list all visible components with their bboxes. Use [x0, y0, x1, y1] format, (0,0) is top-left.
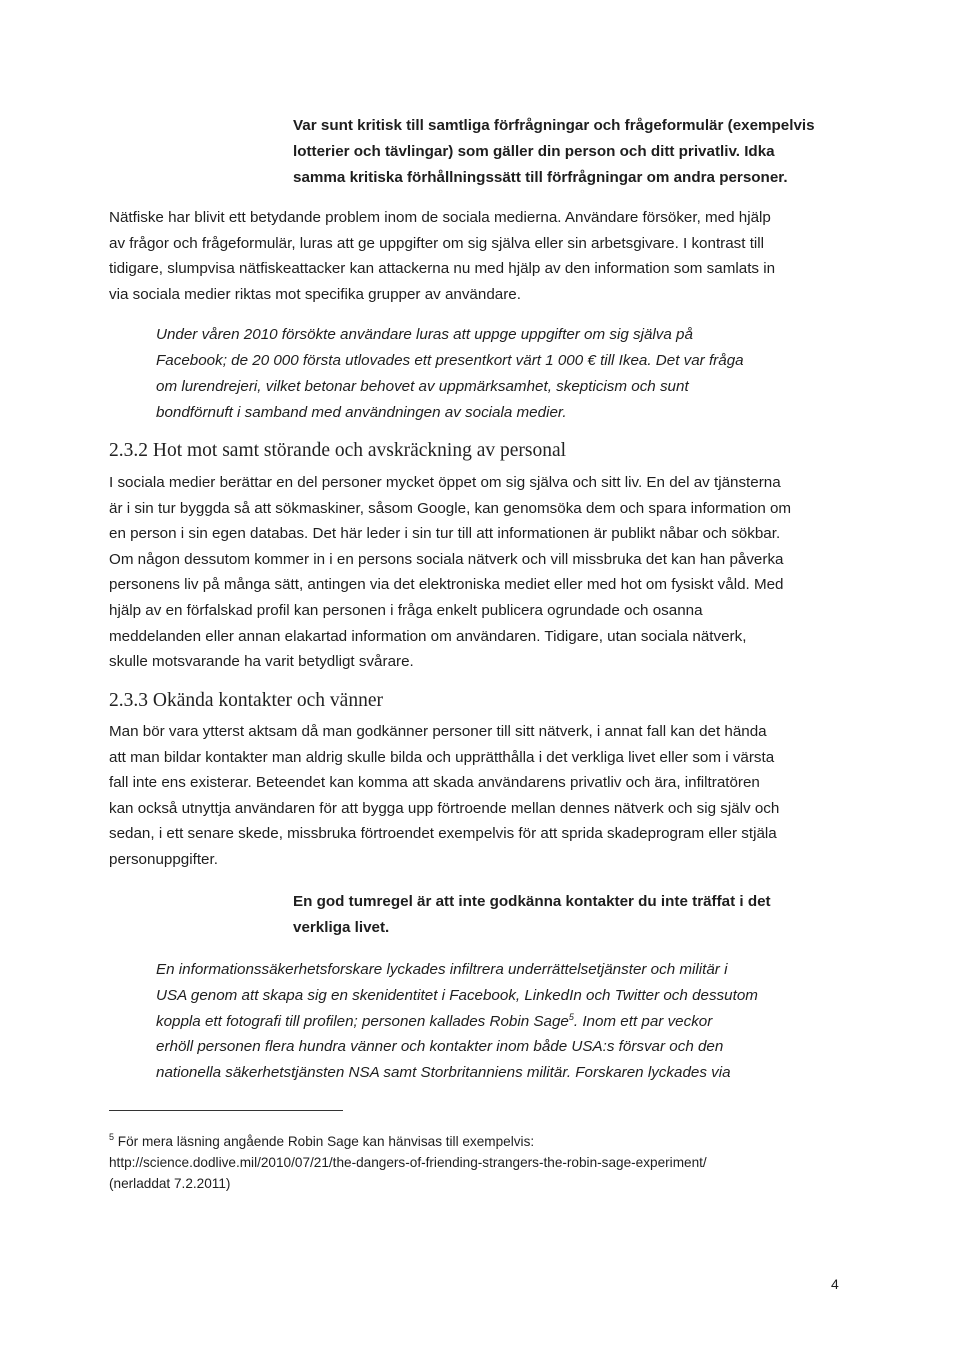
text-line: Om någon dessutom kommer in i en persons sociala nätverk och vill missbruka det kan han påverka	[109, 550, 784, 568]
text-line: I sociala medier berättar en del personer mycket öppet om sig själva och sitt liv. En del av tjänsterna	[109, 474, 781, 491]
quote-line	[156, 1009, 806, 1035]
quote-line: om lurendrejeri, vilket betonar behovet av uppmärksamhet, skepticism och sunt	[156, 378, 689, 395]
threats-paragraph	[109, 470, 841, 675]
text-line: meddelanden eller annan elakartad information om användaren. Tidigare, utan sociala nätverk,	[109, 627, 747, 645]
quote-line: Facebook; de 20 000 första utlovades ett presentkort värt 1 000 € till Ikea. Det var fråga	[156, 352, 744, 369]
quote-line: nationella säkerhetstjänsten NSA samt Storbritanniens militär. Forskaren lyckades via	[156, 1064, 731, 1082]
quote-line: USA genom att skapa sig en skenidentitet i Facebook, LinkedIn och Twitter och dessutom	[156, 986, 758, 1004]
quote-line: erhöll personen flera hundra vänner och kontakter inom både USA:s försvar och den	[156, 1038, 724, 1056]
text-line: fall inte ens existerar. Beteendet kan komma att skada användarens privatliv och ära, infiltratören	[109, 774, 760, 792]
page-number: 4	[831, 1276, 839, 1292]
footnote-url[interactable]: http://science.dodlive.mil/2010/07/21/the-dangers-of-friending-strangers-the-robin-sage-experiment/	[109, 1155, 707, 1170]
quote-line: En informationssäkerhetsforskare lyckades infiltrera underrättelsetjänster och militär i	[156, 961, 728, 978]
text-line: är i sin tur byggda så att sökmaskiner, såsom Google, kan genomsöka dem och spara information om	[109, 499, 792, 517]
text-line: att man bildar kontakter man aldrig skulle bilda och upprätthålla i det verkliga livet eller som i värsta	[109, 748, 775, 766]
callout-line: lotterier och tävlingar) som gäller din person och ditt privatliv. Idka	[293, 143, 775, 160]
tip-callout-contacts	[293, 889, 843, 941]
text-line: Man bör vara ytterst aktsam då man godkänner personer till sitt nätverk, i annat fall kan det hända	[109, 723, 767, 740]
callout-line: En god tumregel är att inte godkänna kontakter du inte träffat i det	[293, 893, 771, 910]
footnote-divider	[109, 1110, 343, 1111]
text-line: skulle motsvarande ha varit betydligt svårare.	[109, 653, 414, 671]
text-line: av frågor och frågeformulär, luras att ge uppgifter om sig själva eller sin arbetsgivare. I kontrast till	[109, 234, 765, 252]
quote-line: bondförnuft i samband med användningen av sociala medier.	[156, 404, 567, 421]
text-line: personens liv på många sätt, antingen via det elektroniska mediet eller med hot om fysiskt våld. Med	[109, 576, 784, 594]
quote-line: Under våren 2010 försökte användare luras att uppge uppgifter om sig själva på	[156, 326, 693, 343]
robin-sage-quote	[156, 957, 806, 1086]
text-line: tidigare, slumpvisa nätfiskeattacker kan attackerna nu med hjälp av den information som samlats in	[109, 260, 776, 278]
footnote	[109, 1131, 849, 1194]
text-line: kan också utnyttja användaren för att bygga upp förtroende mellan dennes nätverk och sig själv och	[109, 799, 780, 817]
footnote-marker: 5	[109, 1132, 115, 1142]
text-line: Nätfiske har blivit ett betydande problem inom de sociala medierna. Användare försöker, med hjälp	[109, 209, 771, 226]
quote-text: koppla ett fotografi till profilen; personen kallades Robin Sage	[156, 1012, 569, 1030]
callout-line: Var sunt kritisk till samtliga förfrågningar och frågeformulär (exempelvis	[293, 117, 815, 134]
phishing-paragraph	[109, 205, 839, 307]
section-heading-232: 2.3.2 Hot mot samt störande och avskräckning av personal	[109, 440, 567, 461]
footnote-text: För mera läsning angående Robin Sage kan hänvisas till exempelvis:	[114, 1134, 535, 1149]
section-heading-233: 2.3.3 Okända kontakter och vänner	[109, 690, 383, 711]
text-line: en person i sin egen databas. Det här leder i sin tur till att informationen är publikt nåbar och sökbar.	[109, 525, 781, 543]
text-line: hjälp av en förfalskad profil kan personen i fråga enkelt publicera ogrundade och osanna	[109, 601, 703, 619]
quote-text: . Inom ett par veckor	[573, 1012, 713, 1030]
unknown-contacts-paragraph	[109, 719, 841, 873]
callout-line: samma kritiska förhållningssätt till förfrågningar om andra personer.	[293, 169, 788, 186]
callout-line: verkliga livet.	[293, 919, 390, 936]
facebook-example-quote	[156, 322, 806, 426]
text-line: via sociala medier riktas mot specifika grupper av användare.	[109, 285, 521, 303]
footnote-reference[interactable]: 5	[568, 1011, 574, 1022]
footnote-line	[109, 1131, 849, 1152]
text-line: personuppgifter.	[109, 850, 218, 868]
tip-callout-critical	[293, 113, 843, 191]
text-line: sedan, i ett senare skede, missbruka förtroendet exempelvis för att sprida skadeprogram eller stjäla	[109, 825, 777, 843]
footnote-accessed-date: (nerladdat 7.2.2011)	[109, 1176, 231, 1191]
